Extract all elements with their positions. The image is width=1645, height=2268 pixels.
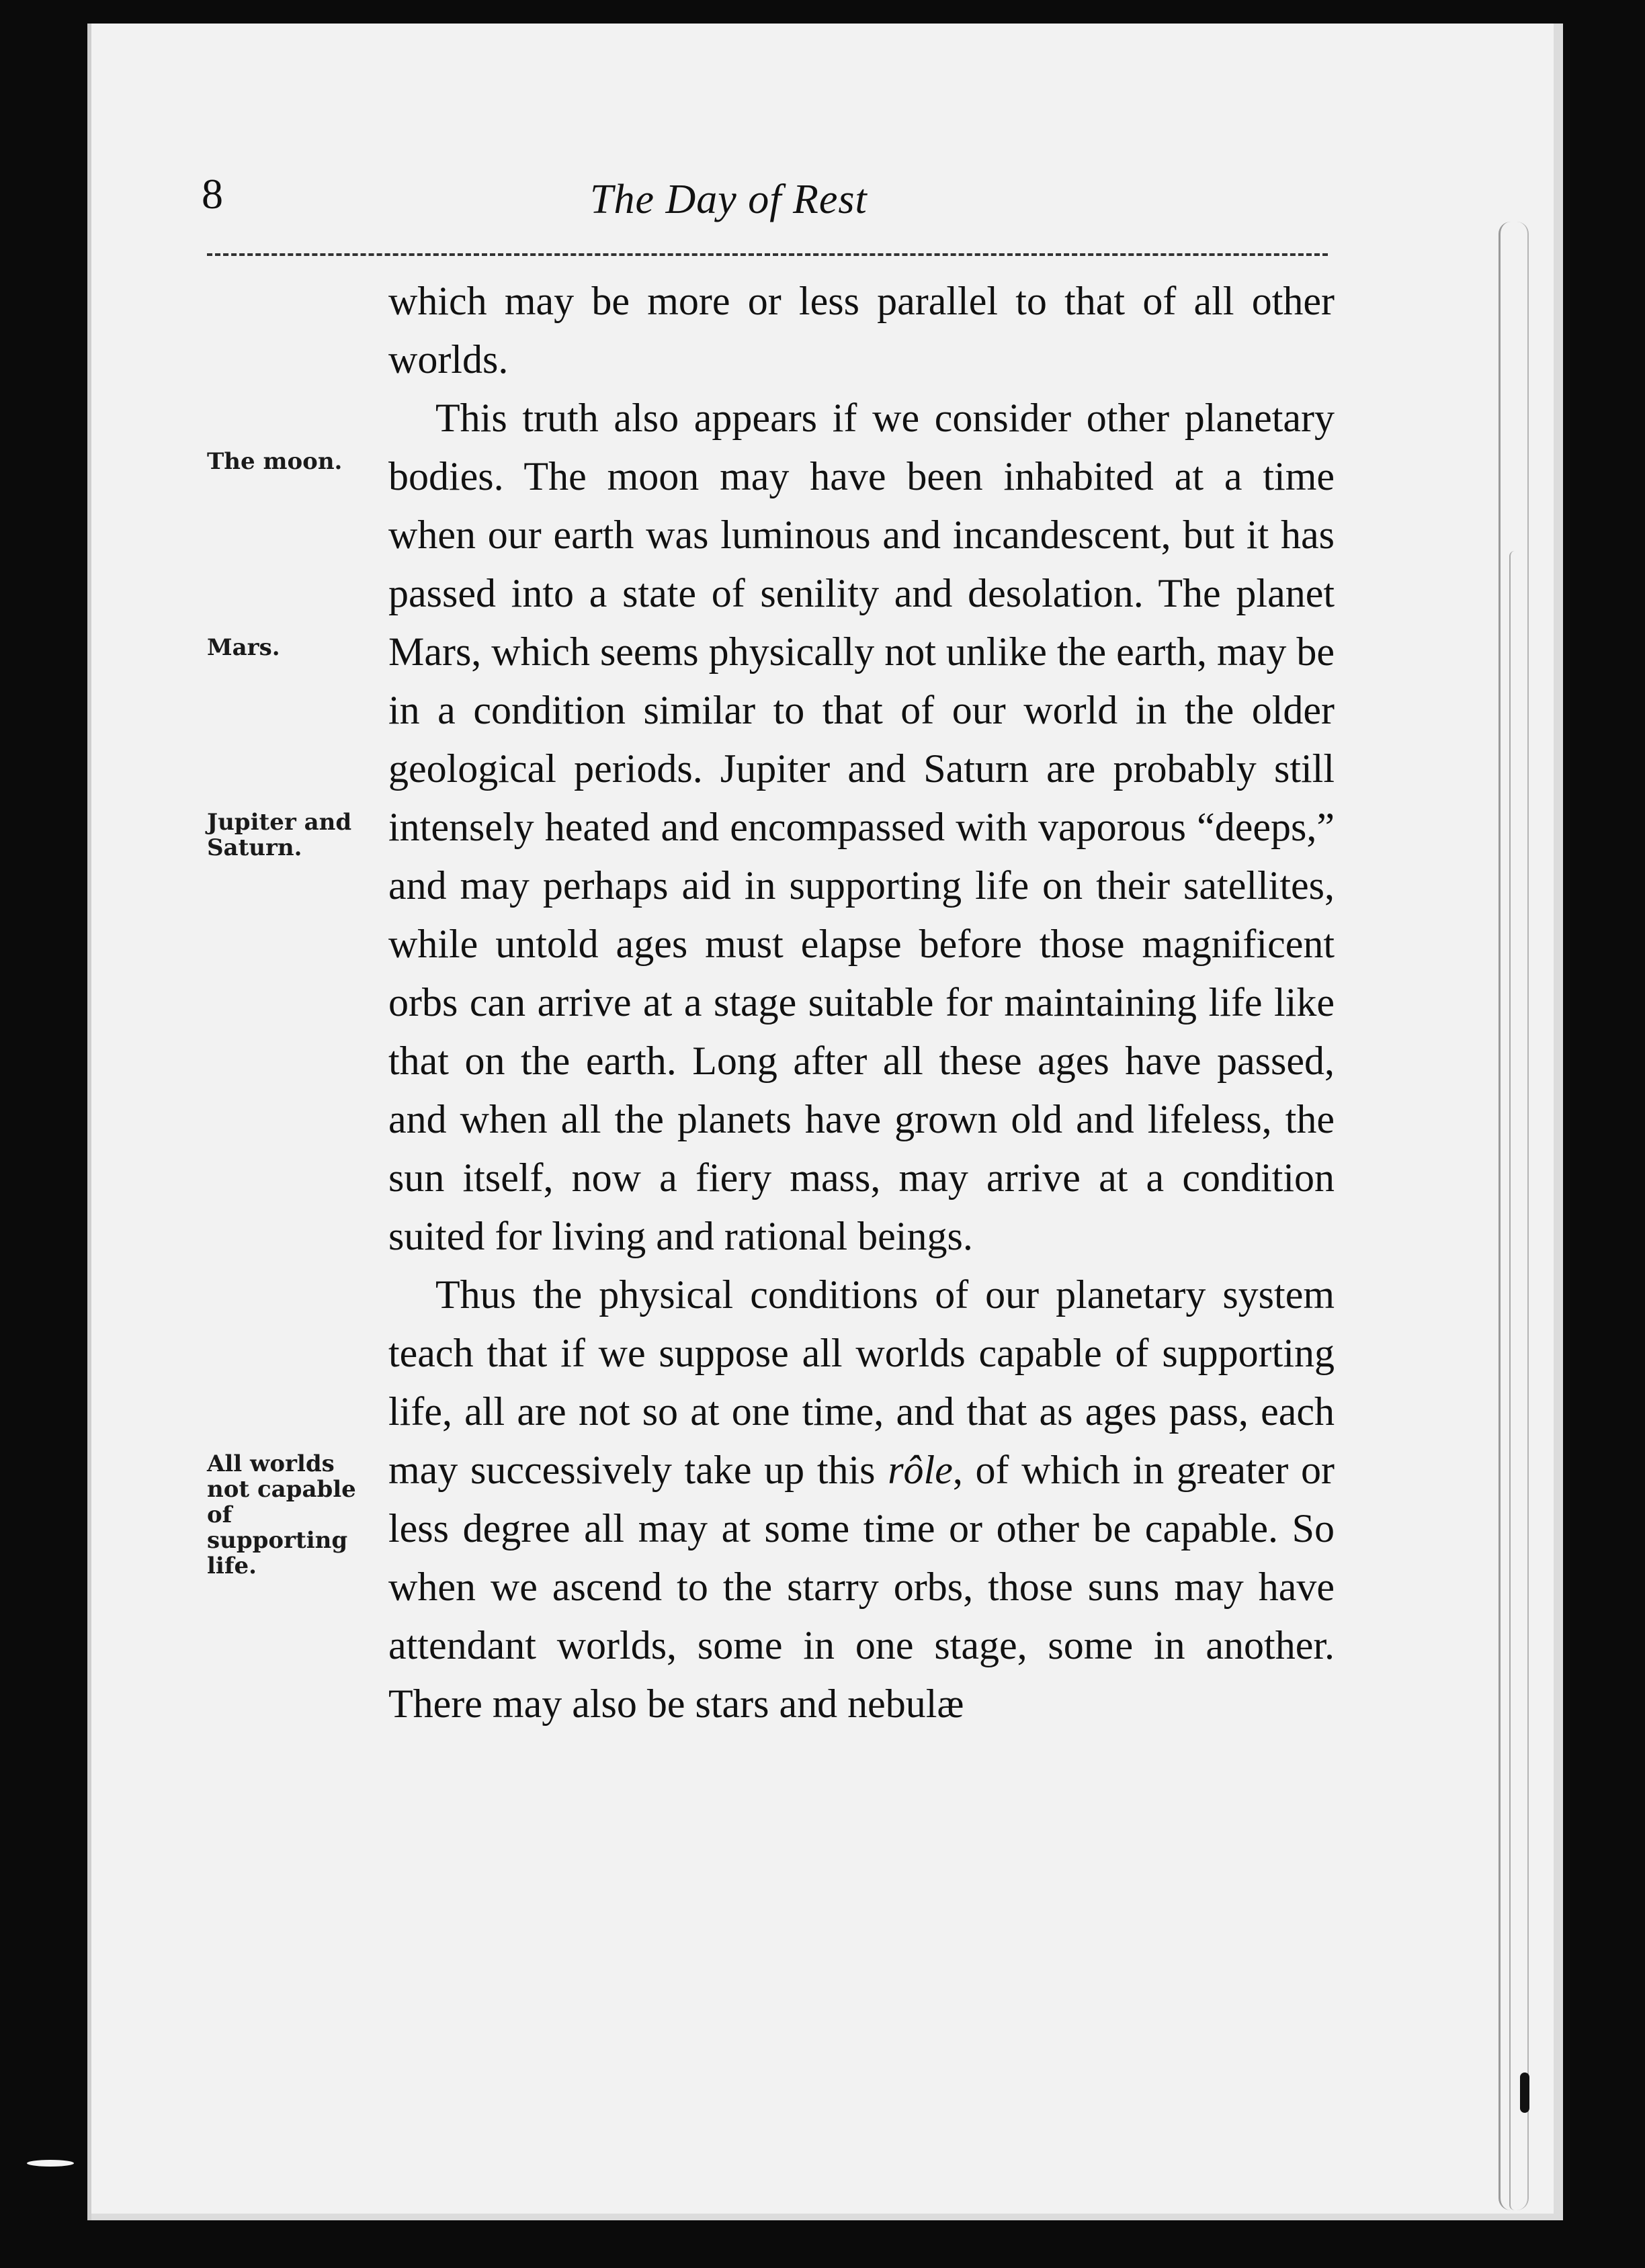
paragraph-3-italic: rôle <box>888 1448 953 1492</box>
scan-blemish <box>27 2160 74 2167</box>
paragraph-2: This truth also appears if we consider other planetary bodies. The moon may have been inhabited at a time when our earth was luminous and incandescent, but it has passed into a state of senility and desolation. The planet Mars, which seems physically not unlike the earth, may be in a condition similar to that of our world in the older geological periods. Jupiter and Saturn are probably still intensely heated and encompassed with vaporous “deeps,” and may perhaps aid in supporting life on their satellites, while untold ages must elapse before those magnificent orbs can arrive at a stage suitable for maintaining life like that on the earth. Long after all these ages have passed, and when all the planets have grown old and lifeless, the sun itself, now a fiery mass, may arrive at a condition suited for living and rational beings. <box>388 396 1335 1258</box>
sidenote-moon: The moon. <box>207 448 343 475</box>
header-rule <box>207 253 1328 256</box>
paragraph-3 <box>388 1266 1335 1733</box>
running-title: The Day of Rest <box>590 177 868 222</box>
page-number: 8 <box>202 170 223 218</box>
sidenote-all-worlds: All worlds not capable of supporting life. <box>207 1450 356 1579</box>
paragraph-3-text-a: Thus the physical conditions of our planetary system teach that if we suppose all worlds capable of supporting life, all are not so at one time, and that as ages pass, each may successively take up this <box>388 1272 1335 1492</box>
page-edge-inner <box>1509 551 1520 2210</box>
sidenote-mars: Mars. <box>207 634 280 661</box>
scan-blemish <box>1520 2073 1529 2113</box>
paragraph-1: which may be more or less parallel to that of all other worlds. <box>388 279 1335 382</box>
sidenote-jupiter-saturn: Jupiter and Saturn. <box>207 809 352 861</box>
body-text <box>388 272 1335 1733</box>
paragraph-3-text-b: , of which in greater or less degree all may at some time or other be capable. So when we ascend to the starry orbs, those suns may have attendant worlds, some in one stage, some in another. There may also be stars and nebulæ <box>388 1448 1335 1726</box>
